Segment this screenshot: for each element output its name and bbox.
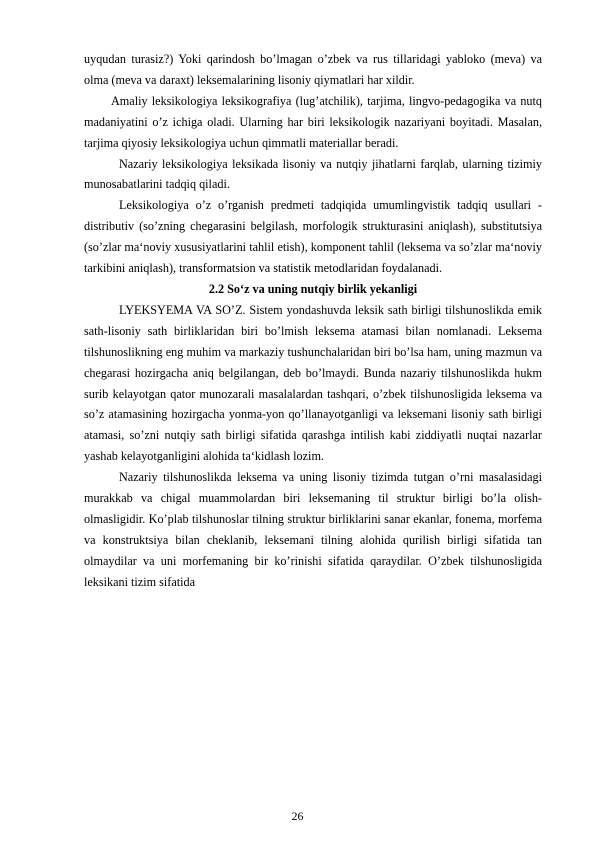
paragraph-2: Amaliy leksikologiya leksikografiya (lug’atchilik), tarjima, lingvo-pedagogika va nutq madaniyatini o’z ichiga oladi. Ularning har biri leksikologik nazariyani boyitadi. Masalan, tarjima qiyosiy leksikologiya uchun qimmatli materiallar beradi. — [84, 93, 542, 150]
paragraph-1: uyqudan turasiz?) Yoki qarindosh bo’lmagan o’zbek va rus tillaridagi yabloko (meva) va olma (meva va daraxt) leksemalarining lisoniy qiymatlari har xildir. — [84, 52, 542, 87]
paragraph-4: Leksikologiya o’z o’rganish predmeti tadqiqida umumlingvistik tadqiq usullari - distributiv (so’zning chegarasini belgilash, morfologik strukturasini aniqlash), substitutsiya (so’zlar ma‘noviy xususiyatlarini tahlil etish), komponent tahlil (leksema va so’zlar ma‘noviy tarkibini aniqlash), transformatsion va statistik metodlaridan foydalanadi. — [84, 198, 542, 276]
page-number: 26 — [291, 809, 304, 823]
paragraph-3: Nazariy leksikologiya leksikada lisoniy va nutqiy jihatlarni farqlab, ularning tizimiy munosabatlarini tadqiq qiladi. — [84, 156, 542, 192]
section-heading: 2.2 So‘z va uning nutqiy birlik yekanligi — [208, 281, 418, 296]
paragraph-5: LYEKSYEMA VA SO’Z. Sistem yondashuvda leksik sath birligi tilshunoslikda emik sath-lisoniy sath birliklaridan biri bo’lmish leksema atamasi bilan nomlanadi. Leksema tilshunoslikning eng muhim va markaziy tushunchalaridan biri bo’lsa ham, uning mazmun va chegarasi hozirgacha aniq belgilangan, deb bo’lmaydi. Bunda nazariy tilshunoslikda hukm surib kelayotgan qator munozarali masalalardan tashqari, o’zbek tilshunosligida leksema va so’z atamasining hozirgacha yonma-yon qo’llanayotganligi va leksemani lisoniy sath birligi atamasi, so’zni nutqiy sath birligi sifatida qarashga intilish kabi ziddiyatli nuqtai nazarlar yashab kelayotganligini alohida ta‘kidlash lozim. — [84, 302, 542, 464]
paragraph-6: Nazariy tilshunoslikda leksema va uning lisoniy tizimda tutgan o’rni masalasidagi murakkab va chigal muammolardan biri leksemaning til struktur birligi bo’la olish-olmasligidir. Ko’plab tilshunoslar tilning struktur birliklarini sanar ekanlar, fonema, morfema va konstruktsiya bilan cheklanib, leksemani tilning alohida qurilish birligi sifatida tan olmaydilar va uni morfemaning bir ko’rinishi sifatida qaraydilar. O’zbek tilshunosligida leksikani tizim sifatida — [84, 470, 542, 589]
document-page — [84, 49, 542, 593]
